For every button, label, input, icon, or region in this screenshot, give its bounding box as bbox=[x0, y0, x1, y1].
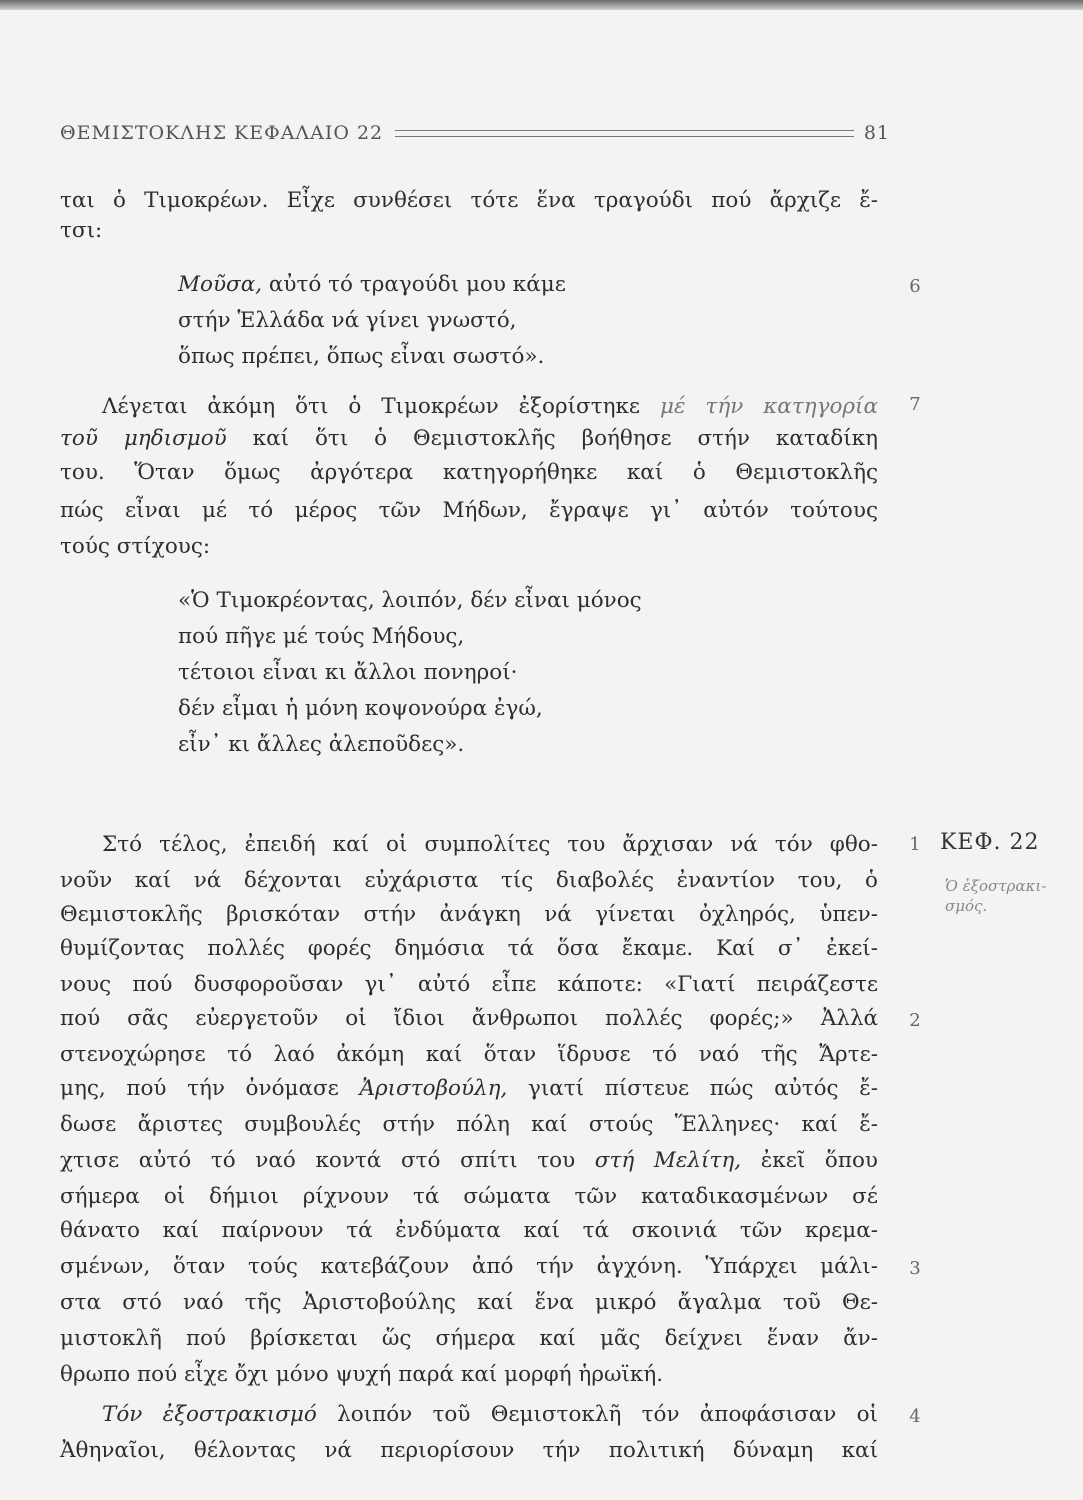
text-line: θρωπο πού εἶχε ὄχι μόνο ψυχή παρά καί μορφή ἡρωϊκή. bbox=[60, 1362, 664, 1387]
text-line: Ἀθηναῖοι, θέλοντας νά περιορίσουν τήν πολιτική δύναμη καί bbox=[60, 1438, 878, 1463]
text-line: στα στό ναό τῆς Ἀριστοβούλης καί ἕνα μικρό ἄγαλμα τοῦ Θε- bbox=[60, 1290, 878, 1315]
text-line: σμένων, ὅταν τούς κατεβάζουν ἀπό τήν ἀγχόνη. Ὑπάρχει μάλι- bbox=[60, 1254, 878, 1279]
verse-line: εἶν᾿ κι ἄλλες ἀλεποῦδες». bbox=[178, 732, 465, 757]
verse-line: τέτοιοι εἶναι κι ἄλλοι πονηροί· bbox=[178, 660, 518, 685]
text-line: δωσε ἄριστες συμβουλές στήν πόλη καί στούς Ἕλληνες· καί ἔ- bbox=[60, 1112, 878, 1137]
text-line: στενοχώρησε τό λαό ἀκόμη καί ὅταν ἵδρυσε τό ναό τῆς Ἄρτε- bbox=[60, 1042, 878, 1067]
chapter-side-heading: ΚΕΦ. 22 bbox=[940, 830, 1040, 855]
text-line: τσι: bbox=[60, 218, 103, 243]
verse-line: ὅπως πρέπει, ὅπως εἶναι σωστό». bbox=[178, 344, 545, 369]
text-line: μης, πού τήν ὀνόμασε Ἀριστοβούλη, γιατί πίστευε πώς αὐτός ἔ- bbox=[60, 1076, 879, 1101]
verse-line: στήν Ἑλλάδα νά γίνει γνωστό, bbox=[178, 308, 517, 333]
text-line: Λέγεται ἀκόμη ὅτι ὁ Τιμοκρέων ἐξορίστηκε μέ τήν κατηγορία bbox=[102, 394, 878, 419]
text-line: θάνατο καί παίρνουν τά ἐνδύματα καί τά σκοινιά τῶν κρεμα- bbox=[60, 1218, 878, 1243]
text-line: νους πού δυσφοροῦσαν γι᾿ αὐτό εἶπε κάποτε: «Γιατί πειράζεστε bbox=[60, 972, 878, 997]
margin-number: 4 bbox=[909, 1406, 921, 1427]
margin-number: 3 bbox=[909, 1258, 921, 1279]
text-line: Στό τέλος, ἐπειδή καί οἱ συμπολίτες του ἄρχισαν νά τόν φθο- bbox=[102, 832, 878, 857]
header-rule bbox=[395, 130, 854, 137]
text-line: μιστοκλῆ πού βρίσκεται ὥς σήμερα καί μᾶς δείχνει ἕναν ἄν- bbox=[60, 1326, 878, 1351]
verse-line: Μοῦσα, αὐτό τό τραγούδι μου κάμε bbox=[178, 272, 566, 297]
text-line: σήμερα οἱ δήμιοι ρίχνουν τά σώματα τῶν καταδικασμένων σέ bbox=[60, 1184, 878, 1209]
verse-line: «Ὁ Τιμοκρέοντας, λοιπόν, δέν εἶναι μόνος bbox=[178, 588, 642, 613]
text-line: τούς στίχους: bbox=[60, 534, 211, 559]
page-number: 81 bbox=[863, 122, 890, 144]
margin-number: 7 bbox=[909, 394, 921, 415]
margin-number: 2 bbox=[909, 1010, 921, 1031]
chapter-side-note: Ὁ ἐξοστρακι-σμός. bbox=[945, 877, 1047, 915]
text-line: ται ὁ Τιμοκρέων. Εἶχε συνθέσει τότε ἕνα τραγούδι πού ἄρχιζε ἔ- bbox=[60, 188, 878, 213]
text-line: Θεμιστοκλῆς βρισκόταν στήν ἀνάγκη νά γίνεται ὀχληρός, ὑπεν- bbox=[60, 902, 878, 927]
running-header bbox=[60, 120, 890, 146]
text-line: χτισε αὐτό τό ναό κοντά στό σπίτι του στή Μελίτη, ἐκεῖ ὅπου bbox=[60, 1148, 878, 1173]
text-line: Τόν ἐξοστρακισμό λοιπόν τοῦ Θεμιστοκλῆ τόν ἀποφάσισαν οἱ bbox=[102, 1402, 878, 1427]
text-line: πώς εἶναι μέ τό μέρος τῶν Μήδων, ἔγραψε γι᾿ αὐτόν τούτους bbox=[60, 498, 878, 523]
text-line: νοῦν καί νά δέχονται εὐχάριστα τίς διαβολές ἐναντίον του, ὁ bbox=[60, 868, 878, 893]
text-line: του. Ὅταν ὅμως ἀργότερα κατηγορήθηκε καί ὁ Θεμιστοκλῆς bbox=[60, 460, 878, 485]
text-line: πού σᾶς εὐεργετοῦν οἱ ἴδιοι ἄνθρωποι πολλές φορές;» Ἀλλά bbox=[60, 1006, 878, 1031]
verse-line: πού πῆγε μέ τούς Μήδους, bbox=[178, 624, 465, 649]
header-title: ΘΕΜΙΣΤΟΚΛΗΣ ΚΕΦΑΛΑΙΟ 22 bbox=[60, 122, 384, 144]
text-line: τοῦ μηδισμοῦ καί ὅτι ὁ Θεμιστοκλῆς βοήθησε στήν καταδίκη bbox=[60, 426, 878, 451]
margin-number: 6 bbox=[909, 276, 921, 297]
margin-number: 1 bbox=[909, 834, 921, 855]
text-line: θυμίζοντας πολλές φορές δημόσια τά ὅσα ἔκαμε. Καί σ᾿ ἐκεί- bbox=[60, 936, 878, 961]
verse-line: δέν εἶμαι ἡ μόνη κοψονούρα ἐγώ, bbox=[178, 696, 543, 721]
